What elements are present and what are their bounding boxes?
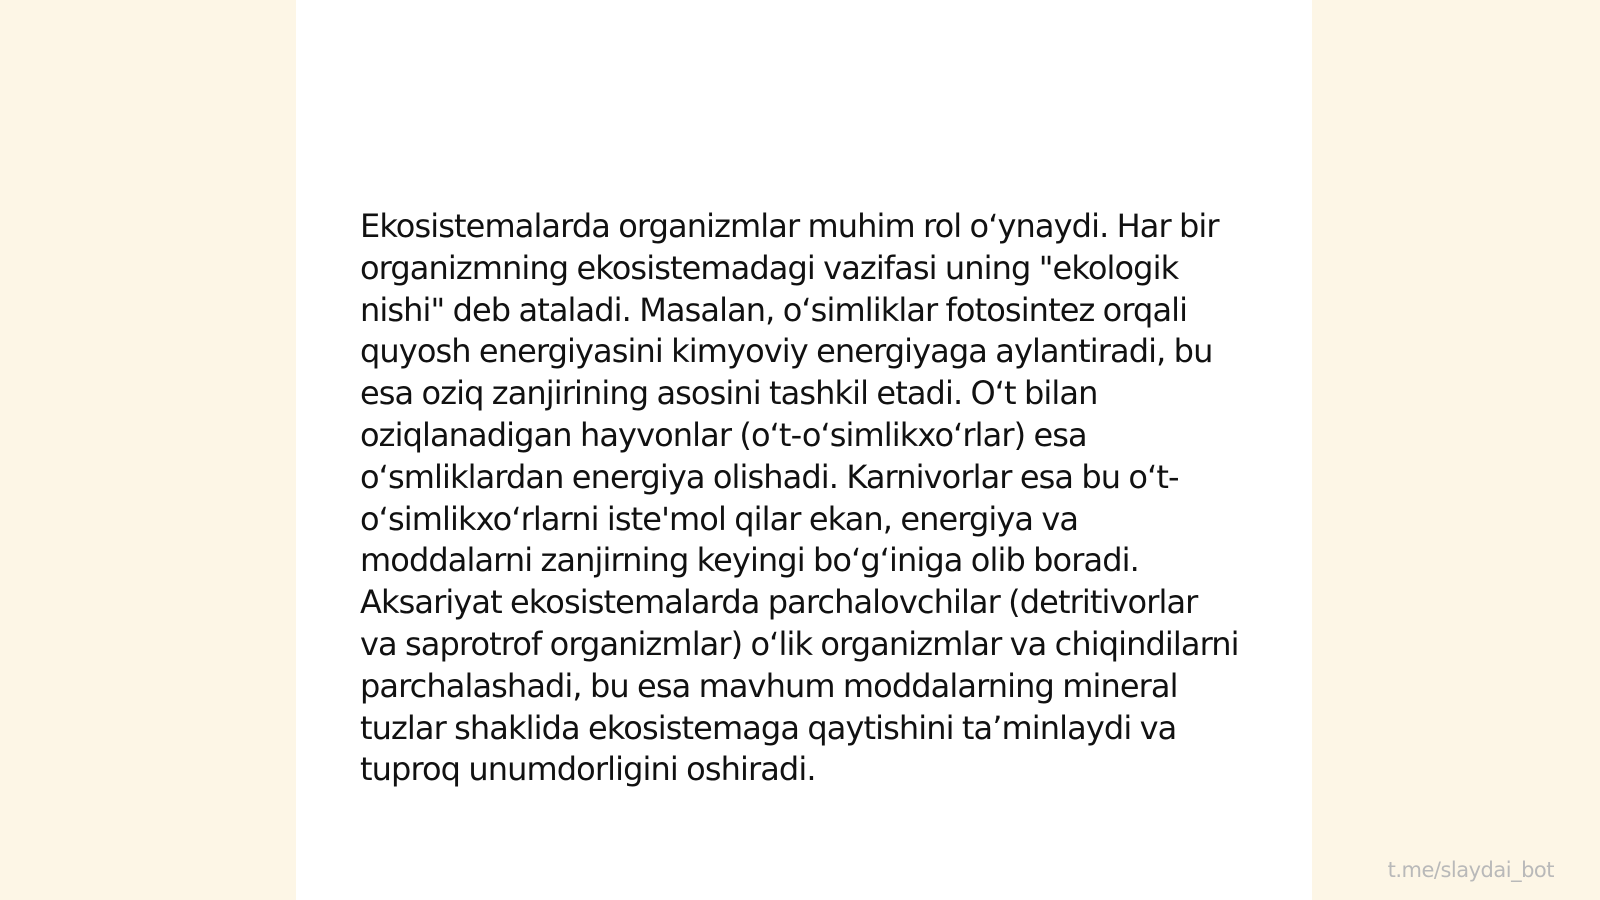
slide-body-text: Ekosistemalarda organizmlar muhim rol oʻynaydi. Har bir organizmning ekosistemadagi vazifasi uning "ekologik nishi" deb ataladi. Masalan, oʻsimliklar fotosintez orqali quyosh energiyasini kimyoviy energiyaga aylantiradi, bu esa oziq zanjirining asosini tashkil etadi. Oʻt bilan oziqlanadigan hayvonlar (oʻt-oʻsimlikxoʻrlar) esa oʻsmliklardan energiya olishadi. Karnivorlar esa bu oʻt-oʻsimlikxoʻrlarni iste'mol qilar ekan, energiya va moddalarni zanjirning keyingi boʻgʻiniga olib boradi. Aksariyat ekosistemalarda parchalovchilar (detritivorlar va saprotrof organizmlar) oʻlik organizmlar va chiqindilarni parchalashadi, bu esa mavhum moddalarning mineral tuzlar shaklida ekosistemaga qaytishini taʼminlaydi va tuproq unumdorligini oshiradi. — [360, 207, 1239, 789]
watermark-link[interactable]: t.me/slaydai_bot — [1387, 858, 1554, 882]
